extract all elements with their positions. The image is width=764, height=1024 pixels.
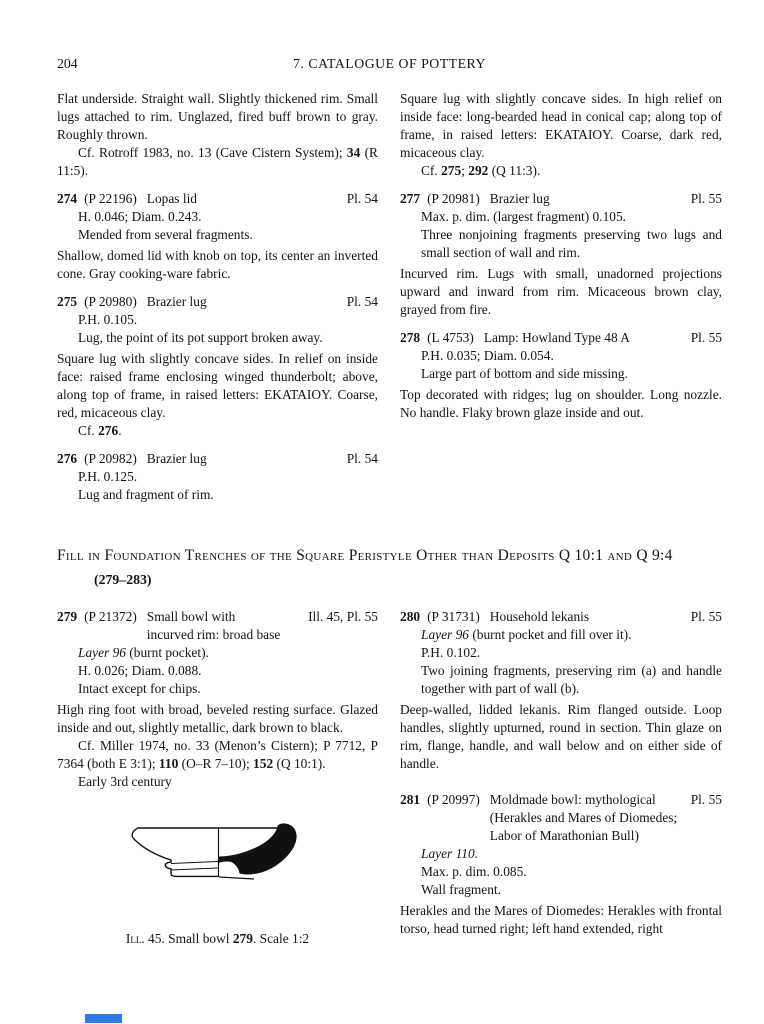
inventory-number: (P 20980) [84, 294, 137, 309]
plate-reference: Pl. 54 [346, 294, 378, 309]
cf-reference: Cf. 275; 292 (Q 11:3). [421, 163, 541, 178]
plate-reference: Pl. 55 [690, 191, 722, 206]
continued-description: Flat underside. Straight wall. Slightly thickened rim. Small lugs attached to rim. Unglazed, fired buff brown to gray. Roughly thrown. [57, 91, 378, 142]
inventory-number: (P 31731) [427, 609, 480, 624]
entry-header [400, 608, 722, 626]
condition-line: Intact except for chips. [78, 681, 201, 696]
entry-277 [400, 190, 722, 319]
page-number: 204 [57, 56, 78, 71]
condition-line: Two joining fragments, preserving rim (a) and handle together with part of wall (b). [421, 663, 722, 696]
entry-274 [57, 190, 378, 283]
entry-header [400, 791, 722, 845]
entry-number: 274 [57, 191, 78, 206]
dimensions-line: H. 0.046; Diam. 0.243. [78, 209, 202, 224]
continued-description: Square lug with slightly concave sides. In high relief on inside face: long-bearded head in conical cap; along top of frame, in raised letters: EKATAIOY. Coarse, dark red, micaceous clay. [400, 91, 722, 160]
entry-title: Brazier lug [146, 294, 207, 309]
foot-line-upper [171, 862, 218, 864]
entry-title: Household lekanis [489, 609, 590, 624]
plate-reference: Pl. 54 [346, 191, 378, 206]
entry-281 [400, 791, 722, 938]
entry-header [400, 329, 722, 347]
dimensions-line: Max. p. dim. 0.085. [421, 864, 527, 879]
plate-reference: Pl. 55 [690, 609, 722, 624]
entry-header [400, 190, 722, 208]
cf-reference: Cf. Miller 1974, no. 33 (Menon’s Cistern); P 7712, P 7364 (both E 3:1); 110 (O–R 7–10); 152 (Q 10:1). [57, 738, 378, 771]
inventory-number: (P 20997) [427, 792, 480, 807]
chapter-title: 7. CATALOGUE OF POTTERY [293, 56, 486, 71]
entry-description: Herakles and the Mares of Diomedes: Herakles with frontal torso, head turned right; left hand extended, right [400, 903, 722, 936]
dimensions-line: P.H. 0.035; Diam. 0.054. [421, 348, 554, 363]
entry-number: 277 [400, 191, 421, 206]
section-heading [57, 545, 737, 591]
entry-title: Brazier lug [489, 191, 550, 206]
entry-title: Brazier lug [146, 451, 207, 466]
condition-line: Large part of bottom and side missing. [421, 366, 628, 381]
entry-279 [57, 608, 378, 791]
entry-number: 281 [400, 792, 421, 807]
entry-276 [57, 450, 378, 504]
inventory-number: (P 22196) [84, 191, 137, 206]
layer-line: Layer 96 (burnt pocket and fill over it). [421, 627, 632, 642]
link-annotation-bar [85, 1014, 122, 1023]
dimensions-line: P.H. 0.102. [421, 645, 481, 660]
inventory-number: (L 4753) [427, 330, 474, 345]
entry-278 [400, 329, 722, 422]
entry-280 [400, 608, 722, 773]
layer-line: Layer 110. [421, 846, 479, 861]
entry-number: 278 [400, 330, 421, 345]
condition-line: Wall fragment. [421, 882, 501, 897]
inventory-number: (P 20982) [84, 451, 137, 466]
condition-line: Lug, the point of its pot support broken away. [78, 330, 323, 345]
left-column [57, 90, 378, 504]
inventory-number: (P 20981) [427, 191, 480, 206]
illustration-caption: Ill. 45. Small bowl 279. Scale 1:2 [125, 931, 310, 946]
entry-description: Incurved rim. Lugs with small, unadorned projections upward and inward from rim. Micaceous brown clay, grayed from fire. [400, 266, 722, 317]
entry-description: Square lug with slightly concave sides. In relief on inside face: raised frame enclosing winged thunderbolt; above, along top of frame, in raised letters: EKATAIOY. Coarse, red, micaceous clay. [57, 351, 378, 420]
entry-number: 276 [57, 451, 78, 466]
running-head [57, 56, 722, 76]
plate-reference: Ill. 45, Pl. 55 [308, 609, 378, 624]
right-column [400, 90, 722, 422]
profile-outline [132, 828, 218, 876]
entry-header [57, 293, 378, 311]
left-column [57, 608, 378, 948]
bowl-profile-drawing [118, 815, 318, 915]
entry-title: Lopas lid [146, 191, 198, 206]
section-fill [219, 824, 296, 874]
entry-title: Moldmade bowl: mythological (Herakles and Mares of Diomedes; Labor of Marathonian Bull) [489, 792, 678, 843]
entry-number: 280 [400, 609, 421, 624]
entry-description: High ring foot with broad, beveled resting surface. Glazed inside and out, slightly metallic, dark brown to black. [57, 702, 378, 735]
entry-number: 275 [57, 294, 78, 309]
layer-line: Layer 96 (burnt pocket). [78, 645, 209, 660]
entry-title: Lamp: Howland Type 48 A [483, 330, 630, 345]
entry-description: Deep-walled, lidded lekanis. Rim flanged outside. Loop handles, slightly upturned, round in section. Thin glaze on rim, flange, handle, and wall below and on either side of handle. [400, 702, 722, 771]
condition-line: Mended from several fragments. [78, 227, 253, 242]
dimensions-line: Max. p. dim. (largest fragment) 0.105. [421, 209, 627, 224]
condition-line: Three nonjoining fragments preserving two lugs and small section of wall and rim. [421, 227, 722, 260]
inventory-number: (P 21372) [84, 609, 137, 624]
entry-description: Top decorated with ridges; lug on shoulder. Long nozzle. No handle. Flaky brown glaze inside and out. [400, 387, 722, 420]
entry-title: Small bowl with incurved rim: broad base [146, 609, 281, 642]
right-column [400, 608, 722, 938]
entry-header [57, 190, 378, 208]
section-heading-title: Fill in Foundation Trenches of the Square Peristyle Other than Deposits Q 10:1 and Q 9:4 [57, 547, 673, 564]
entry-description: Shallow, domed lid with knob on top, its center an inverted cone. Gray cooking-ware fabric. [57, 248, 378, 281]
foot-line-lower [171, 868, 218, 870]
entry-header [57, 608, 378, 644]
dimensions-line: P.H. 0.105. [78, 312, 138, 327]
entry-275 [57, 293, 378, 440]
section-heading-range: (279–283) [94, 572, 152, 587]
dimensions-line: P.H. 0.125. [78, 469, 138, 484]
dimensions-line: H. 0.026; Diam. 0.088. [78, 663, 202, 678]
plate-reference: Pl. 55 [690, 330, 722, 345]
cf-reference: Cf. 276. [78, 423, 122, 438]
illustration-45 [57, 815, 378, 948]
cf-reference: Cf. Rotroff 1983, no. 13 (Cave Cistern System); 34 (R 11:5). [57, 145, 378, 178]
date-line: Early 3rd century [78, 774, 172, 789]
base-line [219, 877, 254, 879]
condition-line: Lug and fragment of rim. [78, 487, 214, 502]
entry-number: 279 [57, 609, 78, 624]
plate-reference: Pl. 54 [346, 451, 378, 466]
plate-reference: Pl. 55 [690, 792, 722, 807]
entry-header [57, 450, 378, 468]
